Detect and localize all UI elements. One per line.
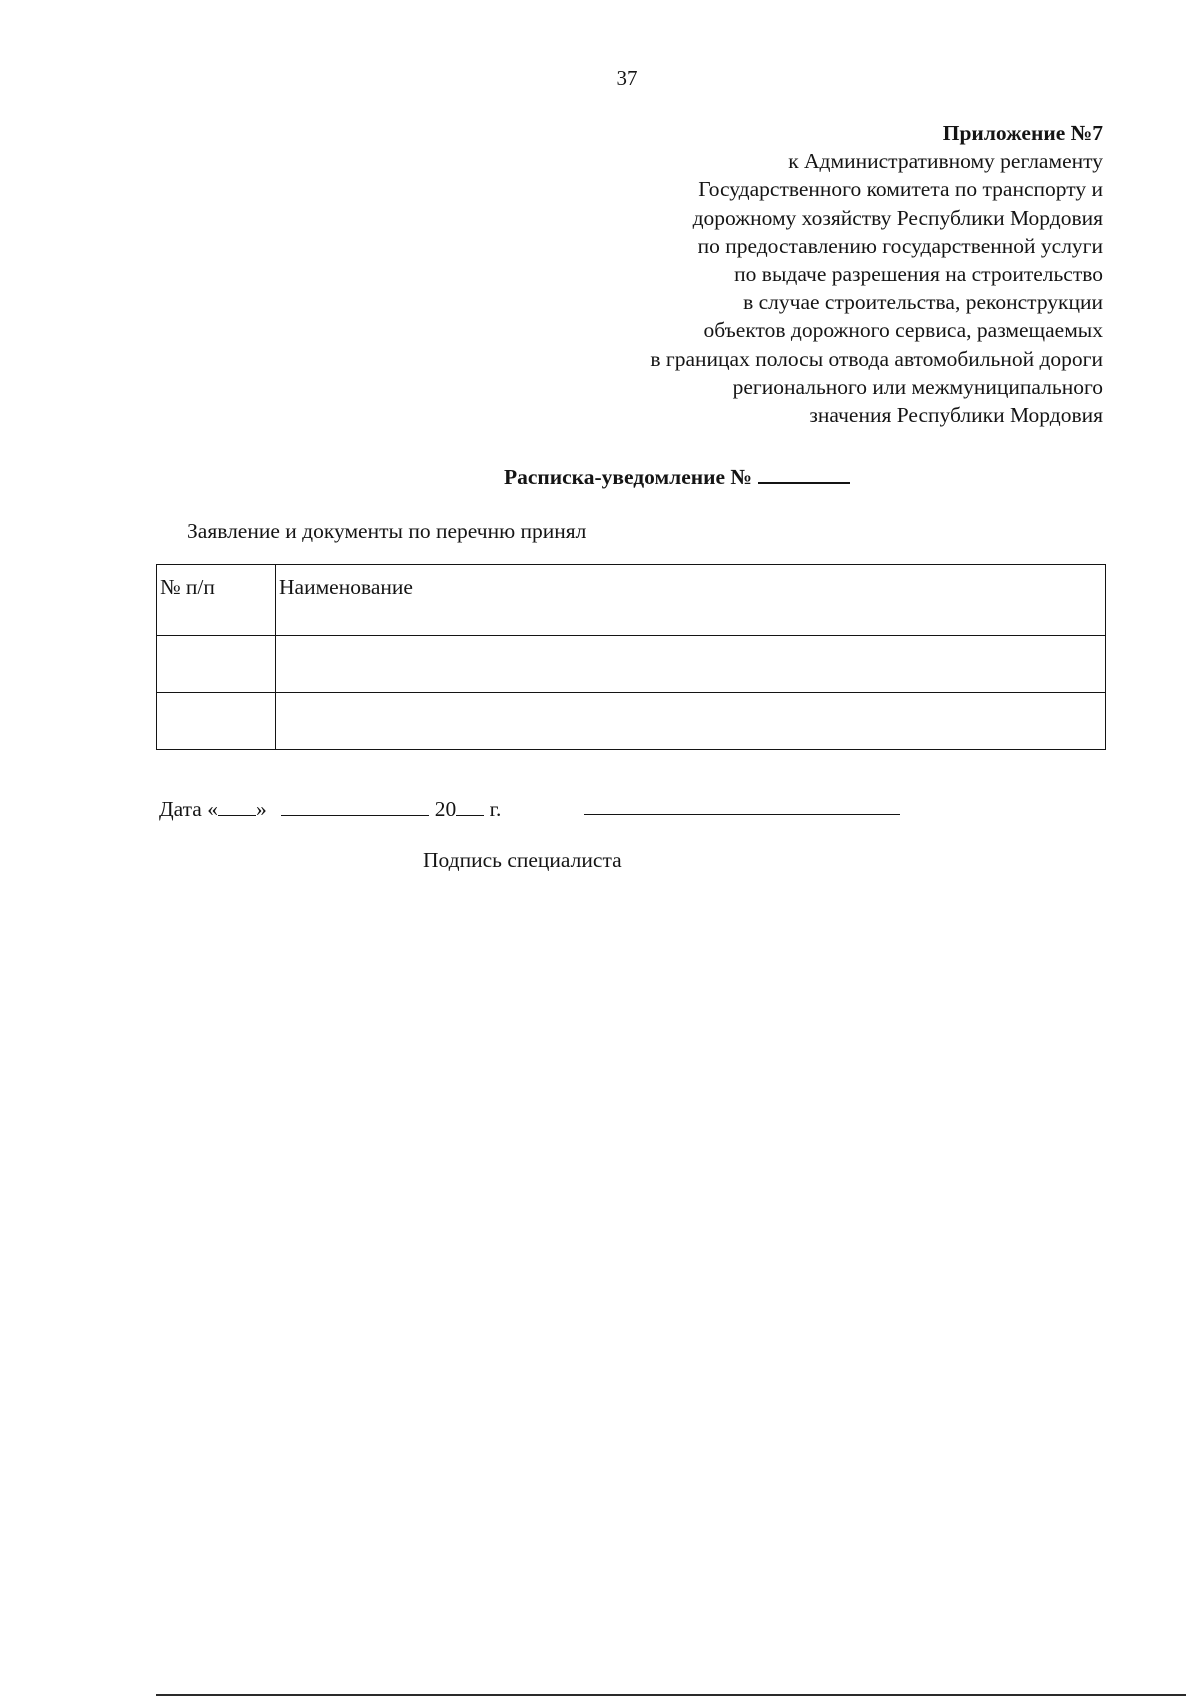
- header-number: № п/п: [157, 565, 276, 636]
- cell-number: [157, 693, 276, 750]
- cell-name: [276, 636, 1106, 693]
- appendix-line: в границах полосы отвода автомобильной дороги: [650, 346, 1103, 371]
- date-day-blank: [218, 797, 256, 816]
- date-year-prefix: 20: [434, 797, 457, 821]
- table-row: [157, 636, 1106, 693]
- documents-table: [156, 564, 1106, 750]
- date-year-blank: [456, 797, 484, 816]
- date-label: Дата «: [159, 797, 218, 821]
- date-close-quote: »: [255, 797, 267, 821]
- date-year-suffix: г.: [484, 797, 502, 821]
- table-row: [157, 693, 1106, 750]
- appendix-title: Приложение №7: [942, 121, 1103, 145]
- receipt-title-text: Расписка-уведомление №: [503, 465, 753, 489]
- appendix-line: значения Республики Мордовия: [809, 403, 1103, 428]
- receipt-number-blank: [758, 464, 850, 484]
- appendix-line: по предоставлению государственной услуги: [697, 233, 1103, 258]
- appendix-line: в случае строительства, реконструкции: [743, 290, 1103, 315]
- page-number: 37: [616, 66, 638, 90]
- intro-text: Заявление и документы по перечню принял: [187, 519, 587, 543]
- signature-line: [584, 814, 900, 815]
- header-name: Наименование: [276, 565, 1106, 636]
- appendix-line: по выдаче разрешения на строительство: [734, 262, 1103, 287]
- cell-number: [157, 636, 276, 693]
- date-month-blank: [281, 797, 429, 816]
- receipt-title: [0, 464, 1200, 490]
- page-bottom-edge: [156, 1694, 1186, 1696]
- date-field: [159, 797, 501, 822]
- appendix-line: дорожному хозяйству Республики Мордовия: [692, 205, 1103, 230]
- cell-name: [276, 693, 1106, 750]
- appendix-line: Государственного комитета по транспорту и: [698, 177, 1103, 202]
- table-header-row: [157, 565, 1106, 636]
- appendix-header: [543, 119, 1103, 429]
- appendix-line: объектов дорожного сервиса, размещаемых: [703, 318, 1103, 343]
- signature-label: Подпись специалиста: [423, 848, 622, 872]
- appendix-line: к Административному регламенту: [788, 149, 1103, 174]
- appendix-line: регионального или межмуниципального: [732, 374, 1103, 399]
